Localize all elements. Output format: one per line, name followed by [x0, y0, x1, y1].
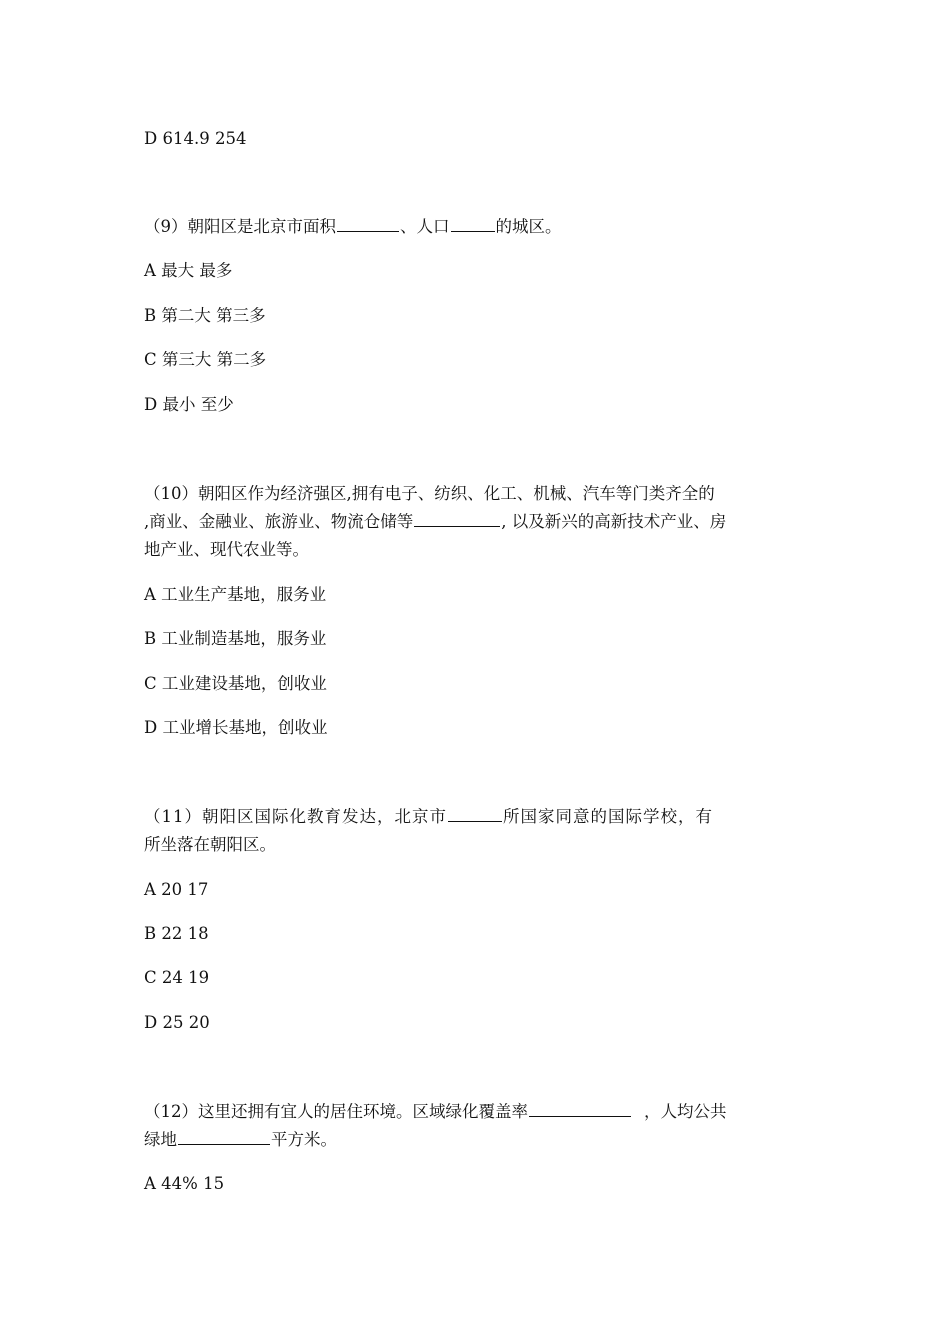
q12-option-a: A 44% 15 — [144, 1174, 225, 1193]
q11-stem-part2: 所国家同意的国际学校，有 — [503, 807, 713, 826]
q10-stem-part1: ,商业、金融业、旅游业、物流仓储等 — [144, 512, 414, 531]
q12-stem-part2: ，人均公共 — [644, 1102, 727, 1121]
q9-stem-part1: （9）朝阳区是北京市面积 — [144, 217, 336, 236]
q11-blank — [448, 805, 502, 822]
q10-option-c: C 工业建设基地，创收业 — [144, 674, 327, 693]
q11-stem-part1: （11）朝阳区国际化教育发达，北京市 — [144, 807, 447, 826]
q9-option-a: A 最大 最多 — [144, 261, 233, 280]
q9-blank-2 — [451, 215, 495, 232]
q12-stem-part4: 平方米。 — [271, 1130, 337, 1149]
q11-stem-line2: 所坐落在朝阳区。 — [144, 835, 276, 854]
q10-stem-part2: , 以及新兴的高新技术产业、房 — [501, 512, 727, 531]
q12-stem-part3: 绿地 — [144, 1130, 177, 1149]
q9-stem-part3: 的城区。 — [495, 217, 562, 236]
q9-option-c: C 第三大 第二多 — [144, 350, 267, 369]
q9-option-b: B 第二大 第三多 — [144, 306, 266, 325]
q10-stem-line3: 地产业、现代农业等。 — [144, 540, 309, 559]
q10-option-a: A 工业生产基地，服务业 — [144, 585, 327, 604]
q11-option-b: B 22 18 — [144, 924, 209, 943]
q12-stem-line2 — [144, 1128, 806, 1151]
q11-option-a: A 20 17 — [144, 880, 209, 899]
q9-option-d: D 最小 至少 — [144, 395, 234, 414]
q12-blank-1 — [529, 1100, 631, 1117]
q10-stem-line1: （10）朝阳区作为经济强区,拥有电子、纺织、化工、机械、汽车等门类齐全的 — [144, 484, 715, 503]
q12-stem-part1: （12）这里还拥有宜人的居住环境。区域绿化覆盖率 — [144, 1102, 528, 1121]
q11-option-c: C 24 19 — [144, 968, 210, 987]
q10-stem-line2 — [144, 510, 806, 533]
q10-option-b: B 工业制造基地，服务业 — [144, 629, 327, 648]
q11-option-d: D 25 20 — [144, 1013, 210, 1032]
q10-blank — [414, 510, 500, 527]
q9-stem-part2: 、人口 — [400, 217, 450, 236]
q12-blank-2 — [178, 1128, 270, 1145]
q9-blank-1 — [337, 215, 399, 232]
q11-stem-line1 — [144, 805, 806, 828]
q9-stem — [144, 215, 806, 238]
q12-stem-line1 — [144, 1100, 806, 1123]
q10-option-d: D 工业增长基地，创收业 — [144, 718, 328, 737]
q8-option-d: D 614.9 254 — [144, 129, 247, 148]
